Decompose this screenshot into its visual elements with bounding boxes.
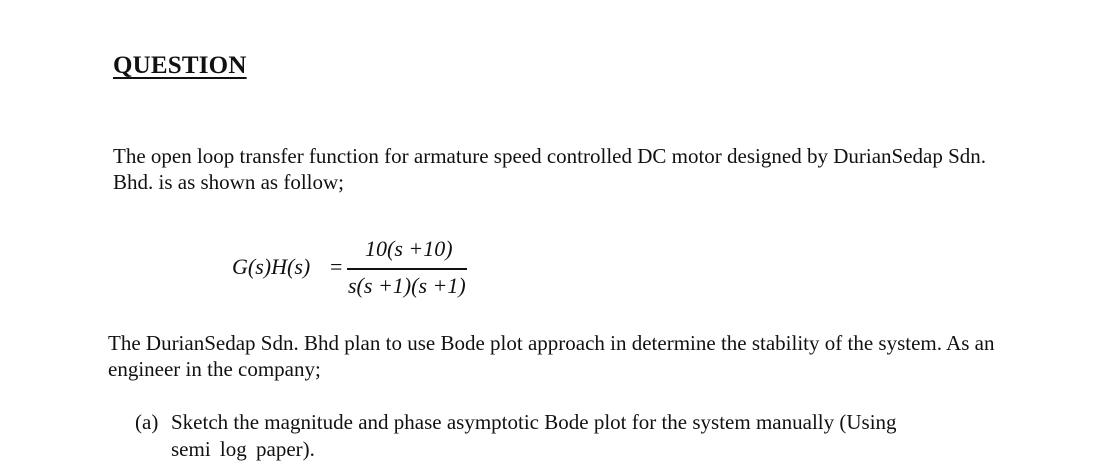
equation-denominator: s(s +1)(s +1) <box>348 273 466 298</box>
item-a-line-1: Sketch the magnitude and phase asymptotic Bode plot for the system manually (Using <box>171 410 897 434</box>
plan-paragraph <box>108 330 995 382</box>
item-a-label: (a) <box>135 410 159 434</box>
intro-line-1: The open loop transfer function for armature speed controlled DC motor designed by DurianSedap Sdn. <box>113 144 987 168</box>
equals-sign: = <box>330 254 343 279</box>
plan-line-2: engineer in the company; <box>108 357 321 381</box>
fraction-bar <box>347 268 467 270</box>
equation-numerator: 10(s +10) <box>365 236 453 261</box>
question-heading: QUESTION <box>113 52 247 79</box>
plan-line-1: The DurianSedap Sdn. Bhd plan to use Bode plot approach in determine the stability of the system. As an <box>108 331 995 355</box>
item-a-text <box>171 409 897 463</box>
equation-lhs: G(s)H(s) <box>232 254 311 279</box>
intro-line-2: Bhd. is as shown as follow; <box>113 170 344 194</box>
item-a-line-2: semi log paper). <box>171 437 315 461</box>
intro-paragraph <box>113 143 986 195</box>
